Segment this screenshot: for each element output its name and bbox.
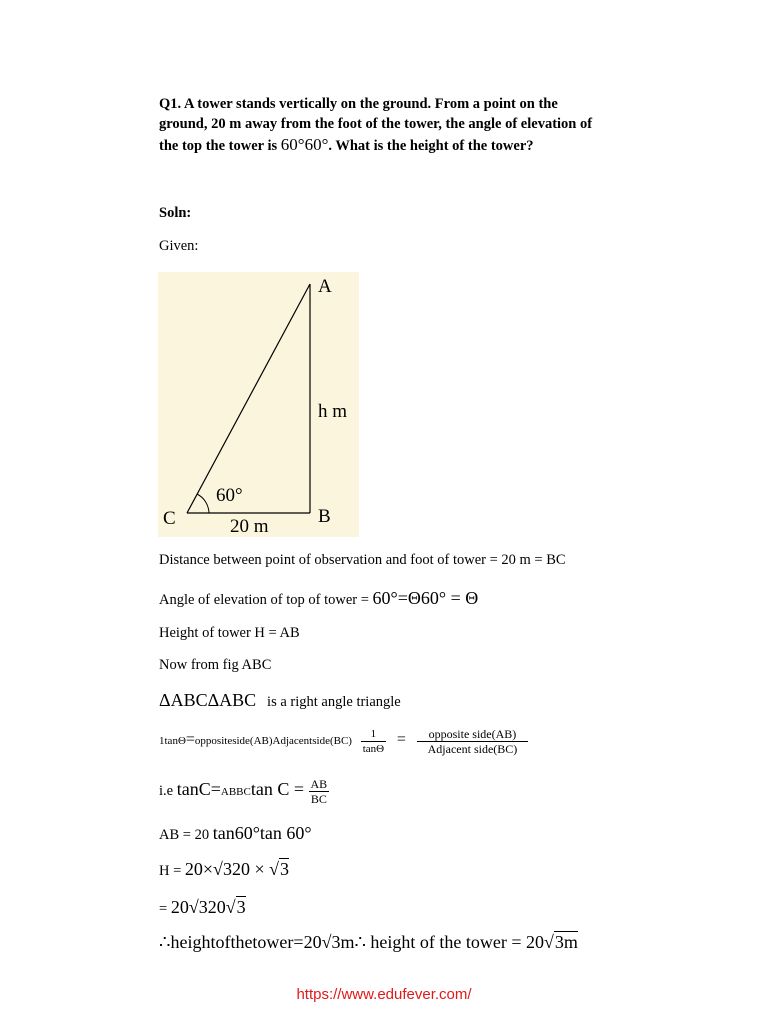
final-math-a: ∴heightofthetower=20√3m∴ height of the tower = 20√ (159, 932, 554, 952)
question-line-3 (159, 135, 534, 155)
ie-frac-num: AB (310, 777, 328, 791)
step-final (159, 932, 578, 953)
hypotenuse-line-ca (187, 284, 310, 513)
ie-frac-den: BC (310, 792, 327, 806)
ratio-prefix: 1tanΘ (159, 735, 186, 748)
step-eq (159, 897, 246, 918)
ab-text: AB = 20 (159, 827, 213, 843)
solution-label: Soln: (159, 205, 192, 221)
label-c: C (163, 508, 176, 529)
final-math-b: 3m (554, 932, 578, 952)
question-line-2: ground, 20 m away from the foot of the tower, the angle of elevation of (159, 116, 593, 132)
question-angle-math: 60°60° (280, 135, 329, 154)
fraction-opposite-adjacent (417, 727, 529, 756)
triangle-figure (158, 272, 359, 537)
step-height: Height of tower H = AB (159, 625, 300, 641)
frac2-num: opposite side(AB) (417, 727, 529, 742)
h-math-b: 320 × √ (222, 859, 279, 879)
step-angle-text: Angle of elevation of top of tower = (159, 592, 373, 608)
ie-math: tanC= (176, 778, 221, 799)
question-line-3-tail: . What is the height of the tower? (328, 138, 534, 154)
height-label: h m (318, 401, 348, 422)
footer-link[interactable]: https://www.edufever.com/ (296, 986, 472, 1003)
step-ie (159, 777, 329, 806)
eq-math-b: 320√ (198, 897, 236, 917)
given-label: Given: (159, 238, 199, 254)
ratio-eq: = (185, 731, 195, 749)
label-b: B (318, 506, 331, 527)
step-angle-math: 60°=Θ60° = Θ (372, 588, 479, 608)
step-distance: Distance between point of observation and foot of tower = 20 m = BC (159, 552, 566, 568)
frac1-den: tanΘ (362, 743, 385, 755)
ratio-text: oppositeside(AB)Adjacentside(BC) (194, 735, 352, 748)
ie-small: ABBC (220, 785, 251, 798)
ie-text: i.e (159, 782, 177, 799)
frac2-den: Adjacent side(BC) (427, 742, 518, 756)
step-h (159, 859, 289, 880)
triangle-math: ΔABCΔABC (159, 690, 257, 710)
question-line-3-text: the top the tower is (159, 138, 281, 154)
step-angle (159, 588, 478, 609)
h-text: H = (159, 863, 185, 879)
triangle-diagram (158, 272, 359, 537)
frac1-num: 1 (361, 727, 386, 742)
step-ratio (159, 727, 528, 756)
step-now-fig: Now from fig ABC (159, 657, 272, 673)
base-label: 20 m (230, 516, 269, 537)
eq-math-a: 20√ (170, 897, 199, 917)
ab-math: tan60°tan 60° (212, 823, 312, 843)
eq-math-c: 3 (236, 897, 246, 917)
fraction-one-over-tan (361, 727, 386, 756)
fraction-ab-bc (309, 777, 330, 806)
ie-math-2: tan C = (250, 778, 309, 799)
frac2-eq: = (396, 731, 406, 749)
question-line-1: Q1. A tower stands vertically on the ground. From a point on the (159, 96, 558, 112)
h-math-a: 20×√ (184, 859, 223, 879)
label-a: A (318, 276, 332, 297)
triangle-text: is a right angle triangle (267, 694, 401, 710)
step-triangle (159, 690, 401, 711)
h-math-c: 3 (279, 859, 289, 879)
eq-text: = (159, 901, 171, 917)
angle-arc (197, 494, 209, 513)
angle-label: 60° (216, 485, 243, 506)
step-ab (159, 823, 312, 844)
